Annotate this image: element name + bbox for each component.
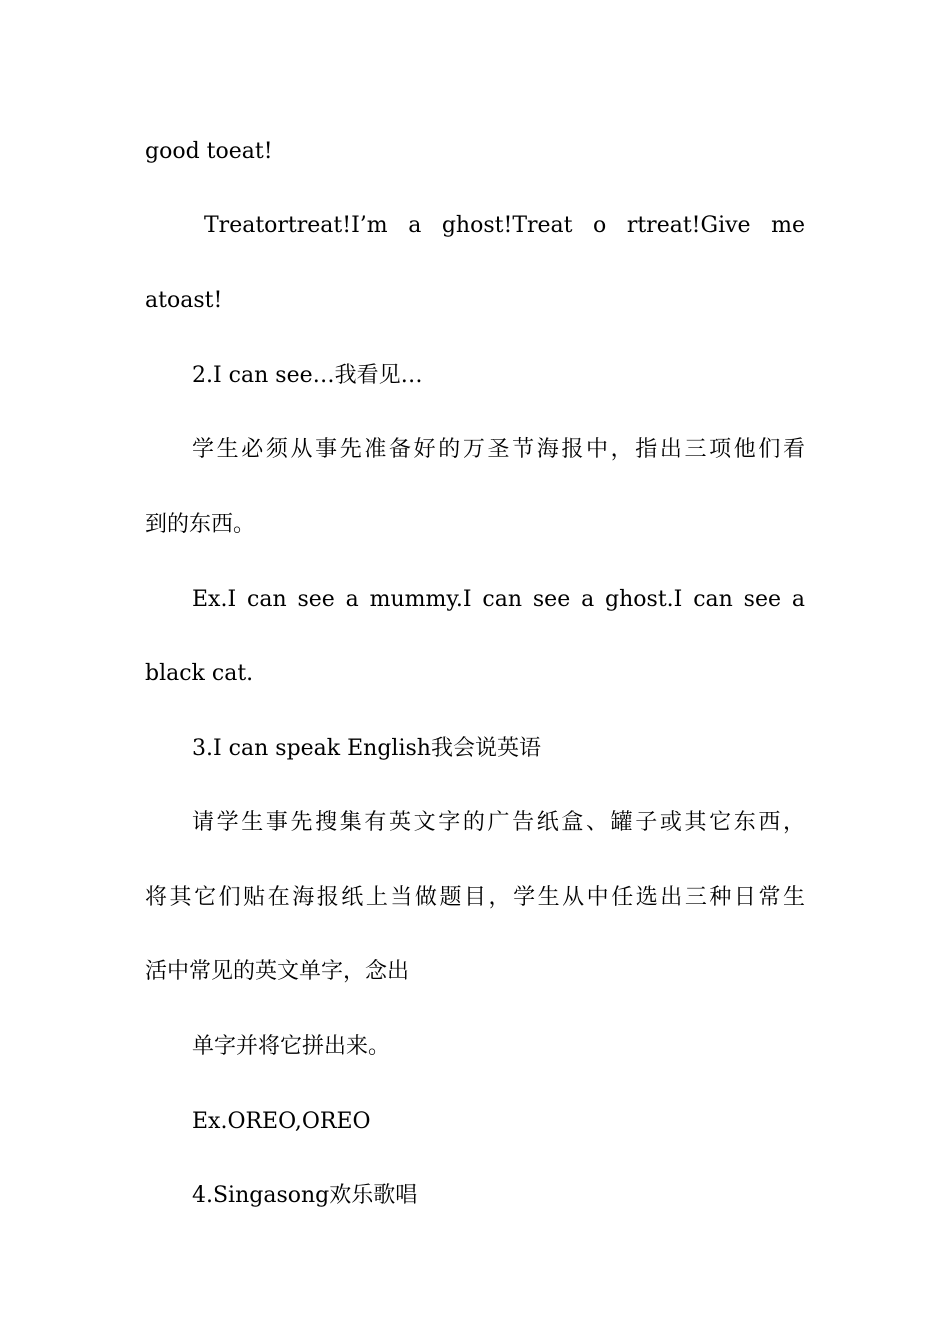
- text-line-5: 学生必须从事先准备好的万圣节海报中，指出三项他们看: [192, 437, 805, 462]
- text-line-6: 到的东西。: [145, 512, 256, 537]
- section-heading-3: 3.I can speak English我会说英语: [192, 736, 541, 761]
- text-line-3: atoast!: [145, 288, 223, 313]
- text-line-7: Ex.I can see a mummy.I can see a ghost.I can see a: [192, 587, 805, 612]
- text-line-1: good toeat!: [145, 139, 273, 164]
- section-heading-2: 2.I can see…我看见…: [192, 363, 423, 388]
- text-line-13: 单字并将它拼出来。: [192, 1034, 391, 1059]
- text-line-11: 将其它们贴在海报纸上当做题目，学生从中任选出三种日常生: [145, 885, 805, 910]
- text-line-8: black cat.: [145, 661, 254, 686]
- section-heading-4: 4.Singasong欢乐歌唱: [192, 1183, 418, 1208]
- text-line-2: Treatortreat!I’m a ghost!Treat o rtreat!Give me: [204, 213, 805, 238]
- text-line-14: Ex.OREO,OREO: [192, 1109, 371, 1134]
- text-line-10: 请学生事先搜集有英文字的广告纸盒、罐子或其它东西，: [192, 810, 805, 835]
- text-line-12: 活中常见的英文单字，念出: [145, 959, 410, 984]
